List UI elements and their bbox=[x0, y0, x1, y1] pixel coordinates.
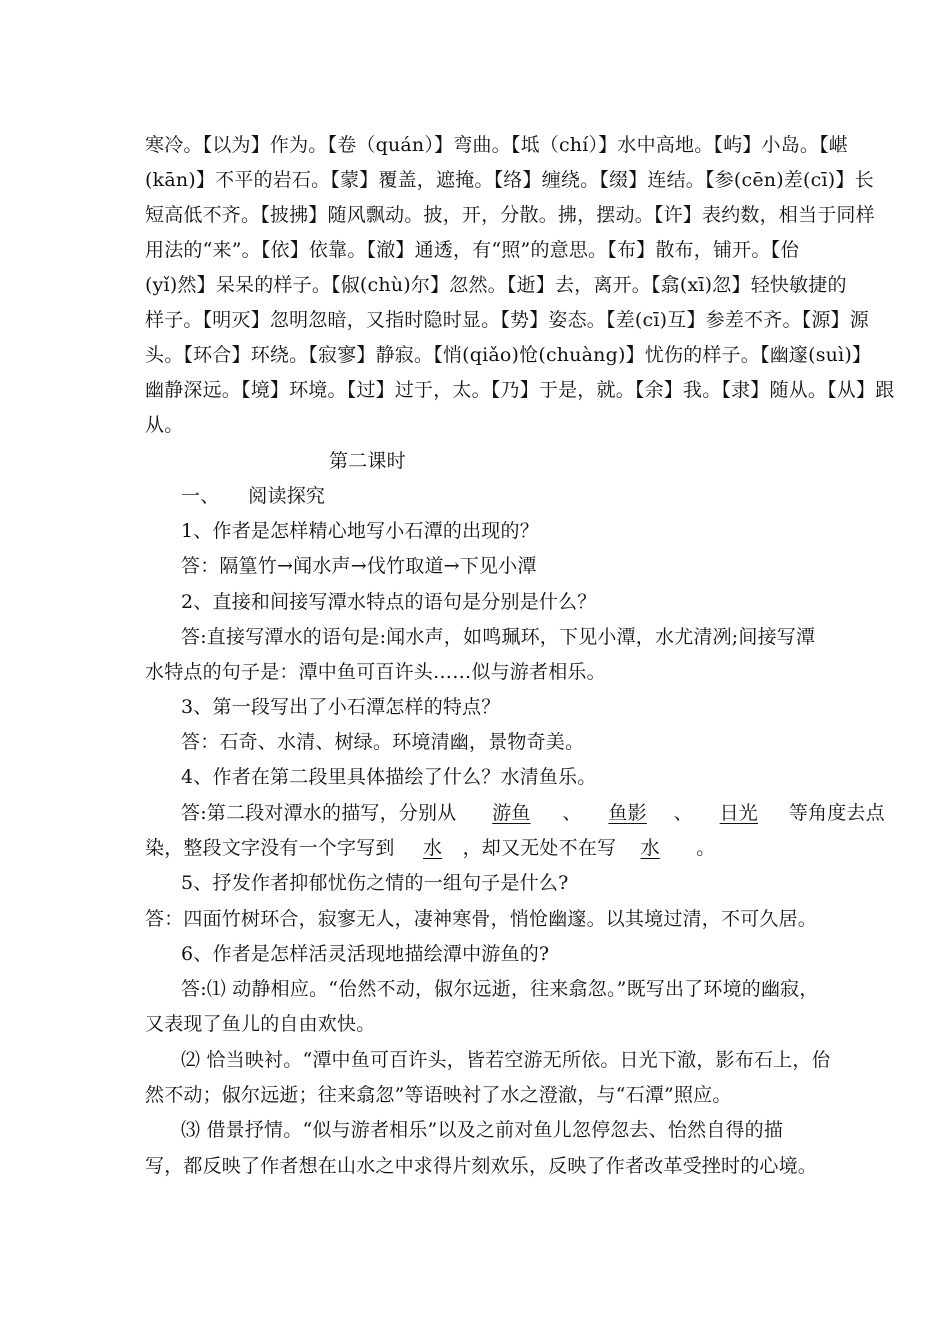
glossary-line: 短高低不齐。【披拂】随风飘动。披，开，分散。拂，摆动。【许】表约数，相当于同样 bbox=[145, 204, 875, 226]
fill-blank-2: 鱼影 bbox=[608, 802, 647, 824]
glossary-line: 用法的“来”。【依】依靠。【澈】通透，有“照”的意思。【布】散布，铺开。【佁 bbox=[145, 239, 800, 261]
blank-separator: 、 bbox=[673, 802, 693, 824]
answer-4-line2-mid: ，却又无处不在写 bbox=[462, 837, 617, 859]
glossary-line: 头。【环合】环绕。【寂寥】静寂。【悄(qiǎo)怆(chuàng)】忧伤的样子。【幽邃(suì)】 bbox=[145, 344, 872, 366]
answer-4-line2-prefix: 染，整段文字没有一个字写到 bbox=[145, 837, 395, 859]
section-heading: 一、 阅读探究 bbox=[181, 485, 326, 507]
answer-2-line-1: 答:直接写潭水的语句是:闻水声，如鸣珮环，下见小潭，水尤清冽;间接写潭 bbox=[181, 626, 816, 648]
answer-4-suffix: 等角度去点 bbox=[788, 802, 885, 824]
glossary-line: (kān)】不平的岩石。【蒙】覆盖，遮掩。【络】缠绕。【缀】连结。【参(cēn)差(cī)】长 bbox=[145, 169, 874, 191]
answer-6-point-2-line-1: ⑵ 恰当映衬。“潭中鱼可百许头，皆若空游无所依。日光下澈，影布石上，佁 bbox=[181, 1049, 831, 1071]
fill-blank-3: 日光 bbox=[719, 802, 759, 824]
answer-4-line2-end: 。 bbox=[696, 837, 716, 859]
answer-6-point-1-line-2: 又表现了鱼儿的自由欢快。 bbox=[145, 1013, 376, 1035]
answer-4-line-1 bbox=[181, 800, 885, 826]
fill-blank-4: 水 bbox=[423, 837, 443, 859]
question-4: 4、作者在第二段里具体描绘了什么？水清鱼乐。 bbox=[181, 766, 597, 788]
question-3: 3、第一段写出了小石潭怎样的特点？ bbox=[181, 696, 501, 718]
answer-4-prefix: 答:第二段对潭水的描写，分别从 bbox=[181, 802, 457, 824]
glossary-line: 寒冷。【以为】作为。【卷（quán）】弯曲。【坻（chí）】水中高地。【屿】小岛。【嵁 bbox=[145, 134, 849, 156]
answer-3: 答：石奇、水清、树绿。环境清幽，景物奇美。 bbox=[181, 731, 585, 753]
glossary-line: 从。 bbox=[145, 414, 184, 436]
answer-4-line-2 bbox=[145, 835, 715, 861]
fill-blank-1: 游鱼 bbox=[492, 802, 531, 824]
answer-5: 答：四面竹树环合，寂寥无人，凄神寒骨，悄怆幽邃。以其境过清，不可久居。 bbox=[145, 908, 818, 930]
question-5: 5、抒发作者抑郁忧伤之情的一组句子是什么? bbox=[181, 872, 569, 894]
question-1: 1、作者是怎样精心地写小石潭的出现的？ bbox=[181, 520, 539, 542]
answer-6-point-2-line-2: 然不动；俶尔远逝；往来翕忽”等语映衬了水之澄澈，与“石潭”照应。 bbox=[145, 1084, 732, 1106]
glossary-line: (yǐ)然】呆呆的样子。【俶(chù)尔】忽然。【逝】去，离开。【翕(xī)忽】轻快敏捷的 bbox=[145, 274, 847, 296]
glossary-line: 样子。【明灭】忽明忽暗，又指时隐时显。【势】姿态。【差(cī)互】参差不齐。【源】源 bbox=[145, 309, 869, 331]
answer-1: 答：隔篁竹→闻水声→伐竹取道→下见小潭 bbox=[181, 555, 537, 577]
lesson-title: 第二课时 bbox=[329, 450, 406, 472]
blank-separator: 、 bbox=[562, 802, 582, 824]
question-6: 6、作者是怎样活灵活现地描绘潭中游鱼的? bbox=[181, 943, 550, 965]
fill-blank-5: 水 bbox=[640, 837, 660, 859]
answer-6-point-3-line-1: ⑶ 借景抒情。“似与游者相乐”以及之前对鱼儿忽停忽去、怡然自得的描 bbox=[181, 1119, 784, 1141]
glossary-line: 幽静深远。【境】环境。【过】过于，太。【乃】于是，就。【余】我。【隶】随从。【从】跟 bbox=[145, 379, 895, 401]
answer-6-point-3-line-2: 写，都反映了作者想在山水之中求得片刻欢乐，反映了作者改革受挫时的心境。 bbox=[145, 1155, 818, 1177]
answer-6-point-1-line-1: 答:⑴ 动静相应。“佁然不动，俶尔远逝，往来翕忽。”既写出了环境的幽寂， bbox=[181, 978, 819, 1000]
question-2: 2、直接和间接写潭水特点的语句是分别是什么？ bbox=[181, 591, 597, 613]
answer-2-line-2: 水特点的句子是：潭中鱼可百许头……似与游者相乐。 bbox=[145, 661, 606, 683]
